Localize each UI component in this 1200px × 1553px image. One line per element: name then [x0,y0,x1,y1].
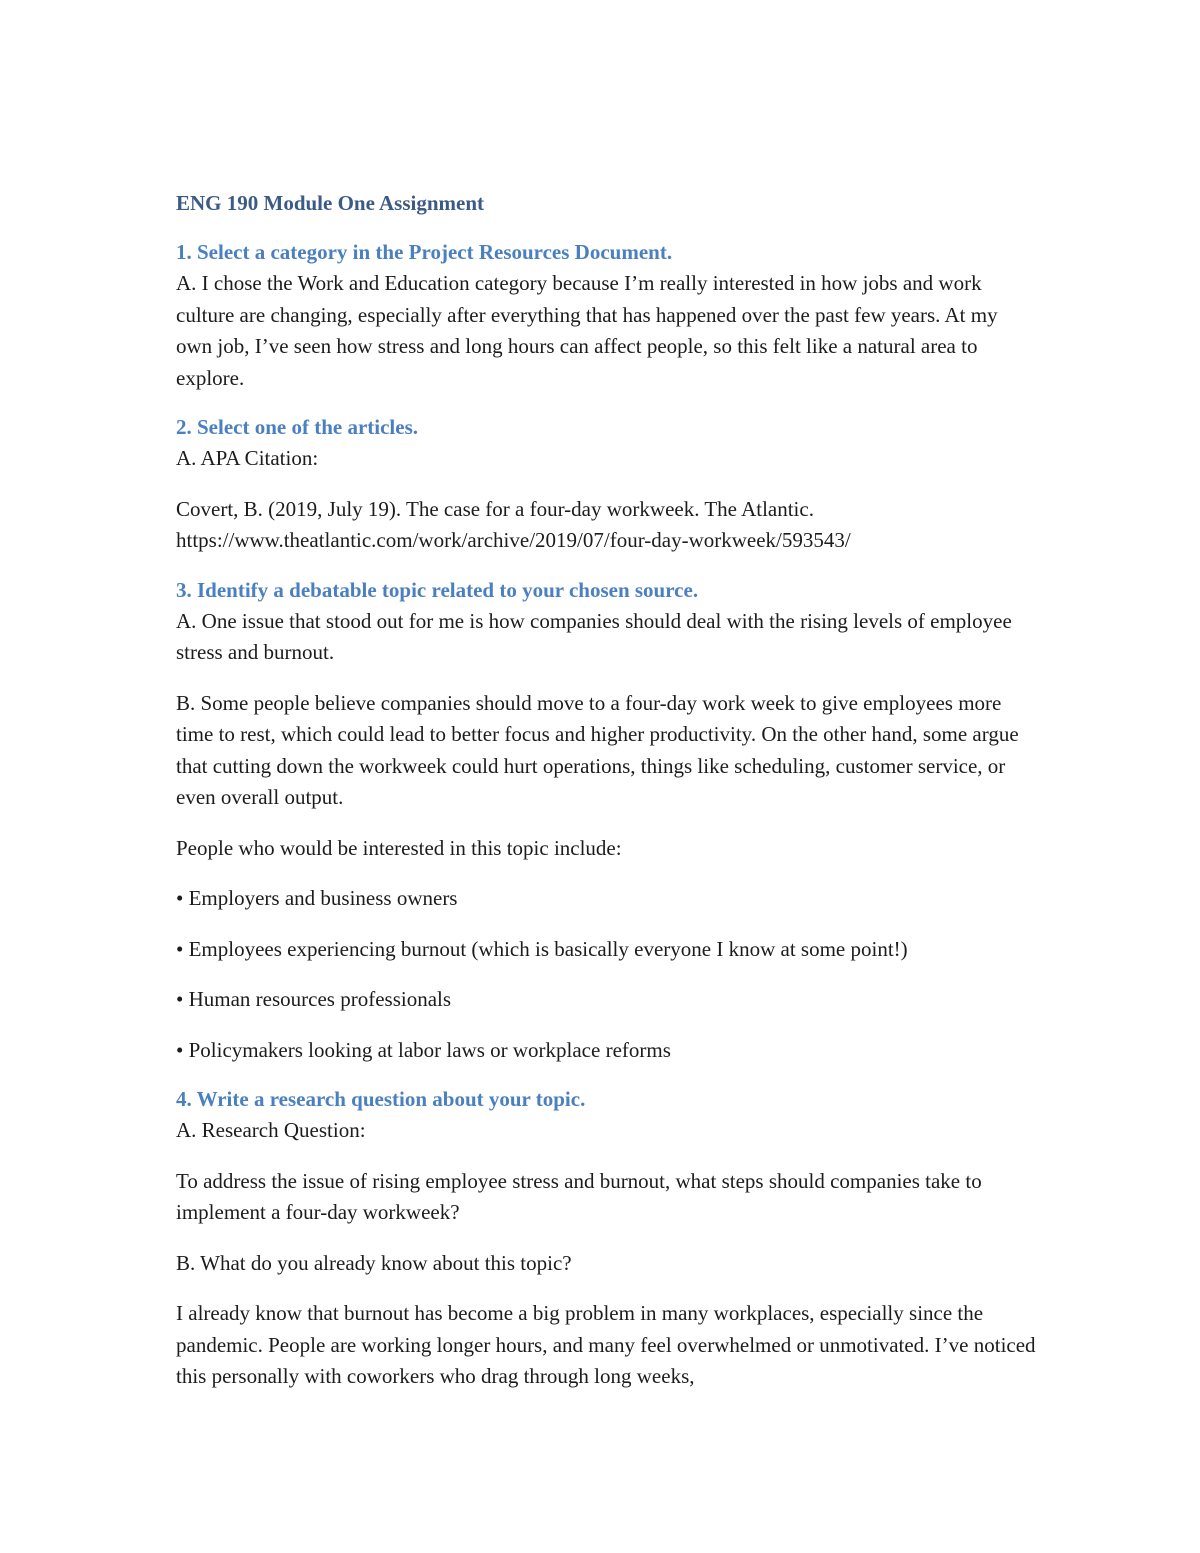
bullet-item: • Employees experiencing burnout (which is basically everyone I know at some point!) [176,936,908,961]
section-1-heading: 1. Select a category in the Project Resources Document. [176,240,673,264]
prior-knowledge: I already know that burnout has become a big problem in many workplaces, especially since the pandemic. People are working longer hours, and many feel overwhelmed or unmotivated. I’ve noticed this personally with coworkers who drag through long weeks, [176,1301,1036,1388]
bullet-item: • Policymakers looking at labor laws or workplace reforms [176,1037,671,1062]
section-1-answer-a: A. I chose the Work and Education category because I’m really interested in how jobs and work culture are changing, especially after everything that has happened over the past few years. At my own job, I’ve seen how stress and long hours can affect people, so this felt like a natural area to explore. [176,271,998,390]
apa-citation: Covert, B. (2019, July 19). The case for a four-day workweek. The Atlantic. https://www.theatlantic.com/work/archive/2019/07/four-day-workweek/593543/ [176,496,851,552]
document-title: ENG 190 Module One Assignment [176,191,485,215]
section-2-heading: 2. Select one of the articles. [176,415,419,439]
bullet-item: • Human resources professionals [176,987,452,1011]
section-3-answer-b: B. Some people believe companies should move to a four-day work week to give employees more time to rest, which could lead to better focus and higher productivity. On the other hand, some argue that cutting down the workweek could hurt operations, things like scheduling, customer service, or even overall output. [176,690,1019,809]
bullet-item: • Employers and business owners [176,886,458,910]
section-2-answer-a: A. APA Citation: [176,446,319,470]
section-4-heading: 4. Write a research question about your topic. [176,1087,586,1111]
section-4-answer-b: B. What do you already know about this topic? [176,1250,572,1275]
section-4-answer-a: A. Research Question: [176,1118,366,1142]
document-body [176,188,1036,1393]
interested-intro: People who would be interested in this topic include: [176,835,622,860]
section-3-answer-a: A. One issue that stood out for me is how companies should deal with the rising levels of employee stress and burnout. [176,608,1012,664]
research-question: To address the issue of rising employee stress and burnout, what steps should companies take to implement a four-day workweek? [176,1168,982,1224]
section-3-heading: 3. Identify a debatable topic related to your chosen source. [176,577,699,602]
